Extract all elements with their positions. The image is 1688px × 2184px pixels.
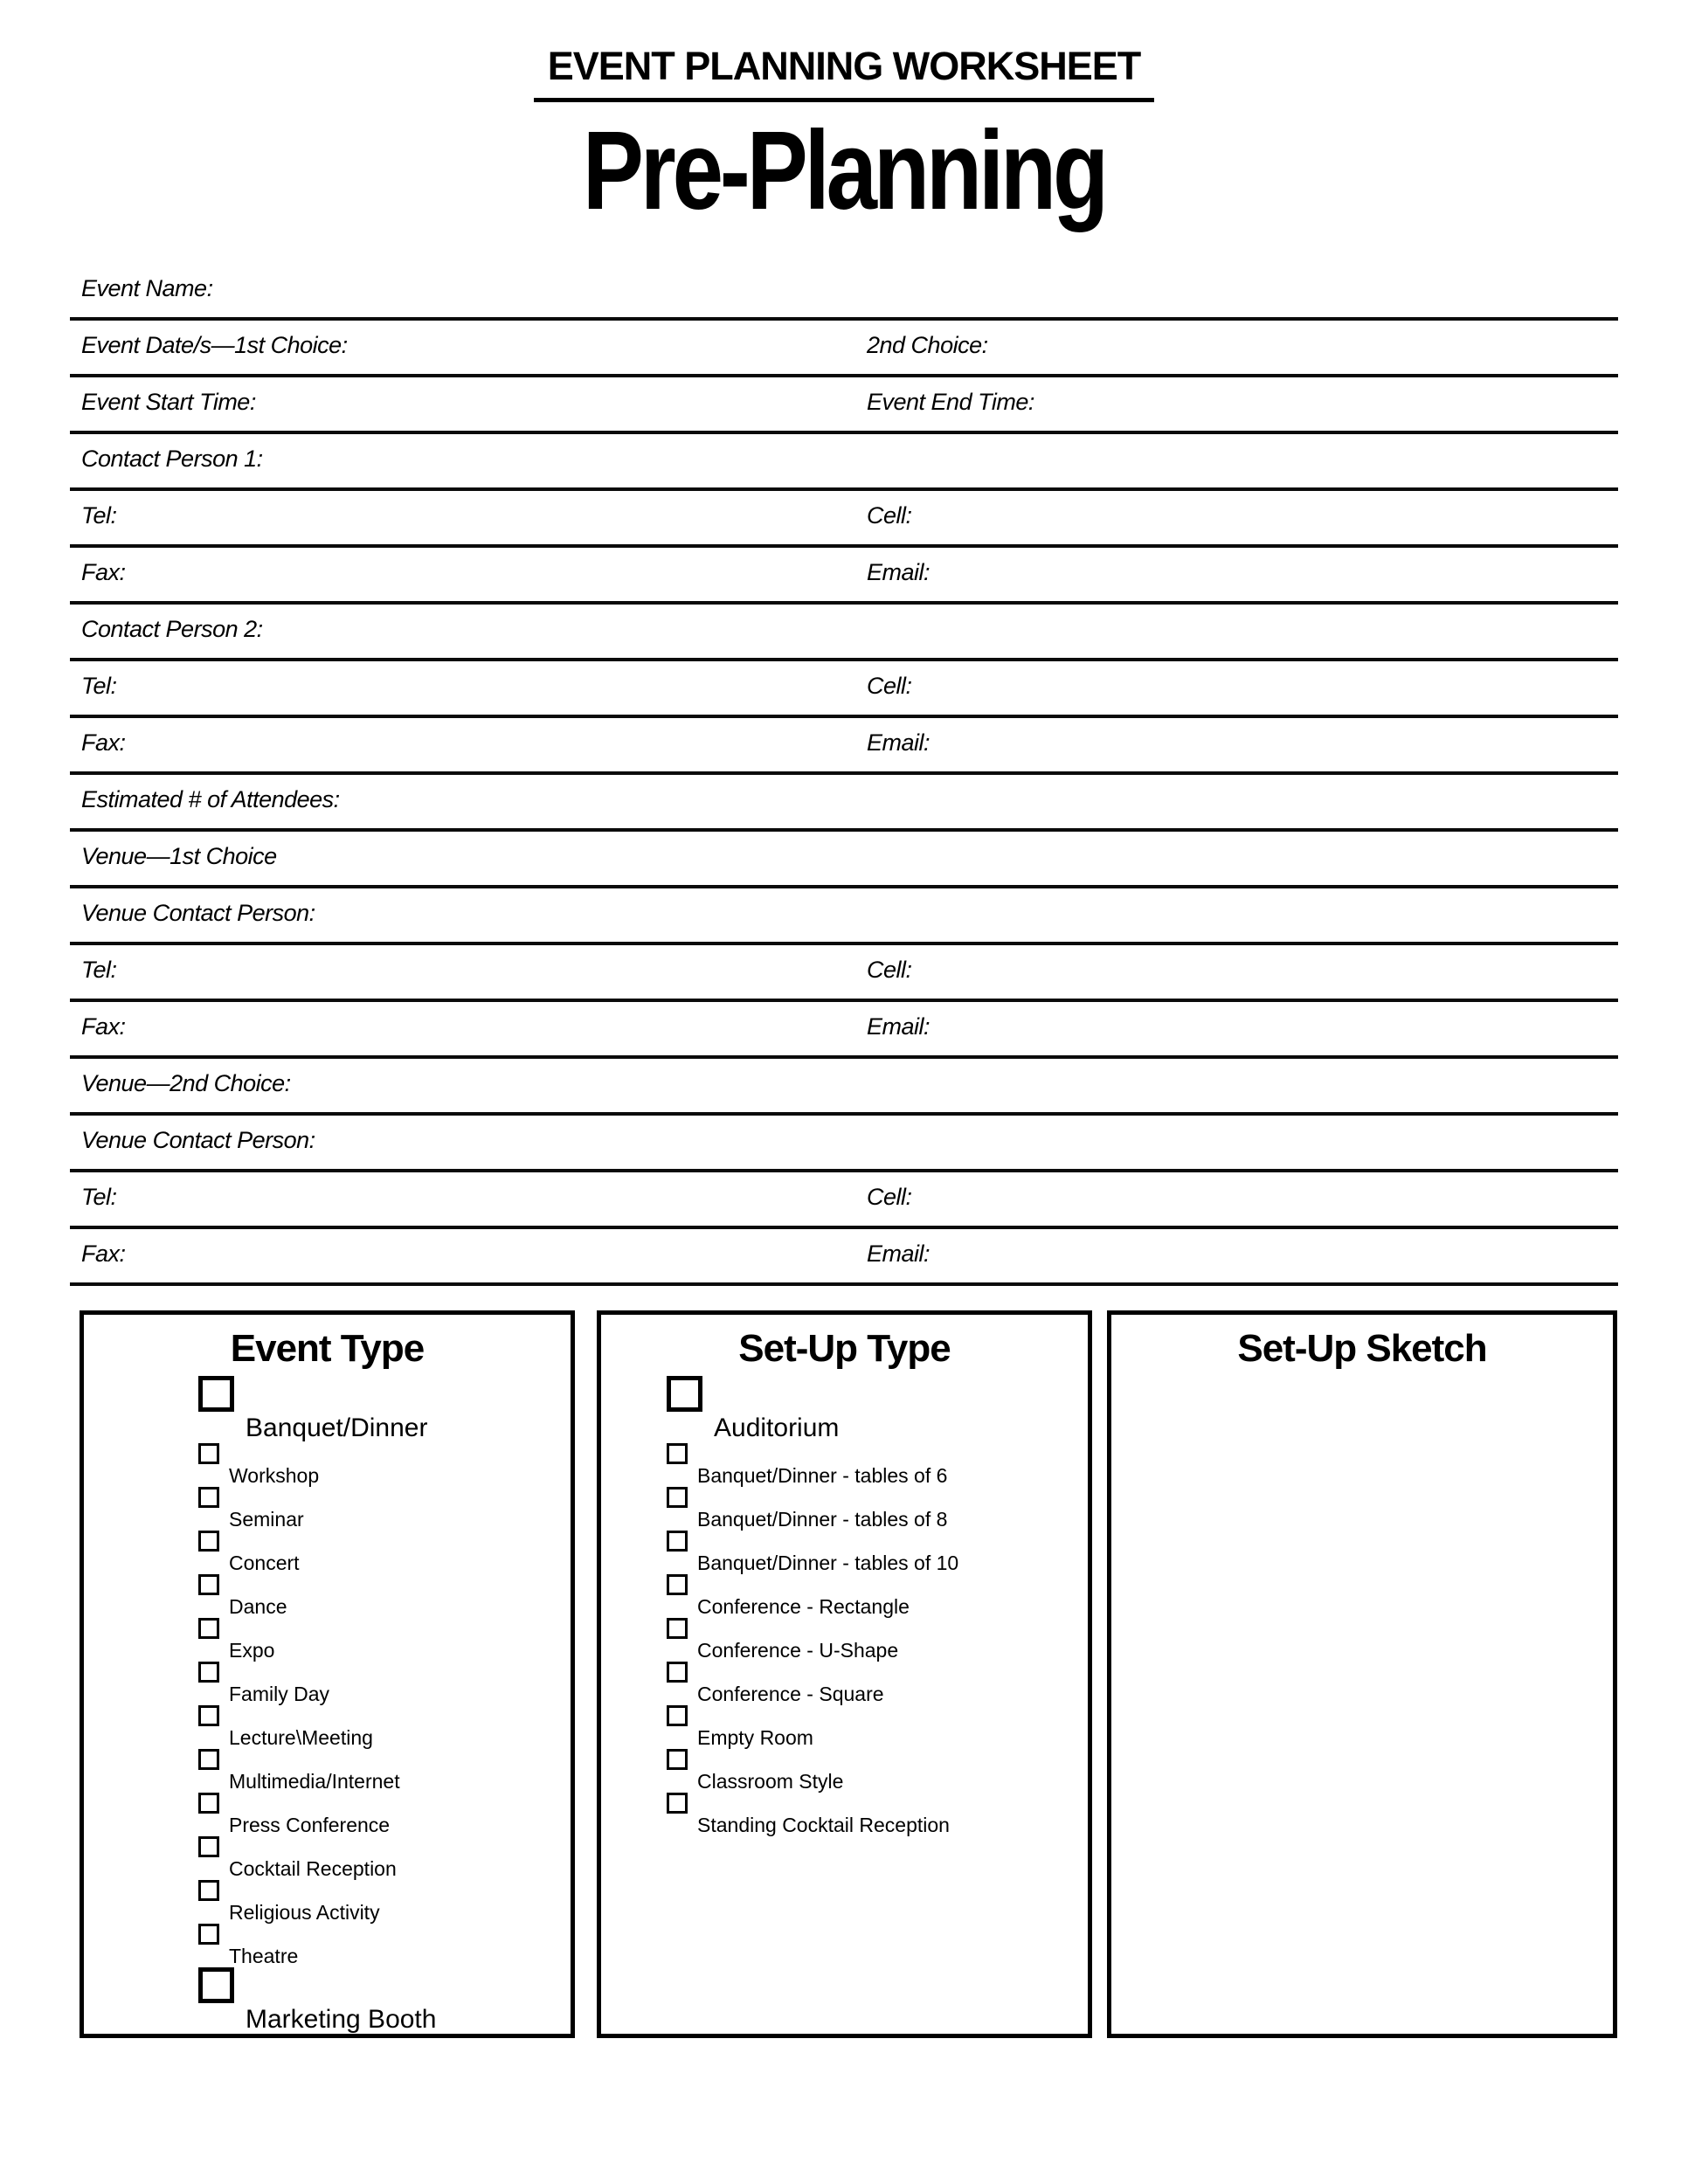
checkbox-item bbox=[198, 1443, 571, 1487]
checkbox-item bbox=[198, 1531, 571, 1574]
checkbox[interactable] bbox=[198, 1662, 219, 1683]
checkbox[interactable] bbox=[667, 1531, 688, 1552]
checkbox-label: Lecture\Meeting bbox=[229, 1726, 373, 1749]
field-label-left: Venue Contact Person: bbox=[81, 1127, 315, 1153]
setup-type-list bbox=[601, 1376, 1088, 1840]
event-type-title: Event Type bbox=[230, 1327, 425, 1370]
setup-type-title: Set-Up Type bbox=[738, 1327, 951, 1370]
pre-planning-form bbox=[70, 264, 1618, 1286]
checkbox[interactable] bbox=[198, 1443, 219, 1464]
checkbox-item bbox=[667, 1749, 1088, 1793]
checkbox[interactable] bbox=[667, 1749, 688, 1770]
field-label-left: Venue—2nd Choice: bbox=[81, 1070, 291, 1096]
field-label-left: Contact Person 2: bbox=[81, 616, 263, 642]
form-row[interactable] bbox=[70, 264, 1618, 321]
field-label-right: 2nd Choice: bbox=[867, 332, 988, 358]
checkbox-item bbox=[667, 1618, 1088, 1662]
checkbox-label: Seminar bbox=[229, 1508, 304, 1531]
checkbox-item bbox=[198, 1662, 571, 1705]
checkbox[interactable] bbox=[198, 1967, 234, 2003]
event-type-panel bbox=[80, 1310, 575, 2038]
checkbox-label: Empty Room bbox=[697, 1726, 813, 1749]
form-row[interactable] bbox=[70, 945, 1618, 1002]
form-row[interactable] bbox=[70, 321, 1618, 377]
form-row[interactable] bbox=[70, 888, 1618, 945]
field-label-right: Cell: bbox=[867, 673, 912, 699]
checkbox[interactable] bbox=[667, 1705, 688, 1726]
checkbox-label: Family Day bbox=[229, 1683, 330, 1705]
checkbox-item bbox=[198, 1880, 571, 1924]
field-label-right: Email: bbox=[867, 1241, 930, 1267]
event-type-list bbox=[84, 1376, 571, 2038]
checkbox[interactable] bbox=[667, 1793, 688, 1814]
checkbox-label: Banquet/Dinner bbox=[246, 1413, 428, 1442]
checkbox[interactable] bbox=[198, 1705, 219, 1726]
worksheet-header bbox=[0, 44, 1688, 102]
checkbox-item bbox=[198, 1487, 571, 1531]
checkbox[interactable] bbox=[198, 1531, 219, 1552]
checkbox-label: Religious Activity bbox=[229, 1901, 380, 1924]
field-label-left: Contact Person 1: bbox=[81, 446, 263, 472]
checkbox-item bbox=[198, 1836, 571, 1880]
form-row[interactable] bbox=[70, 434, 1618, 491]
field-label-left: Estimated # of Attendees: bbox=[81, 786, 340, 812]
checkbox-label: Multimedia/Internet bbox=[229, 1770, 400, 1793]
field-label-left: Tel: bbox=[81, 957, 117, 983]
checkbox-label: Expo bbox=[229, 1639, 275, 1662]
checkbox[interactable] bbox=[198, 1749, 219, 1770]
checkbox-label: Theatre bbox=[229, 1945, 299, 1967]
checkbox-label: Conference - U-Shape bbox=[697, 1639, 899, 1662]
checkbox-item bbox=[198, 1924, 571, 1967]
checkbox-label: Classroom Style bbox=[697, 1770, 844, 1793]
checkbox[interactable] bbox=[667, 1376, 702, 1412]
field-label-left: Fax: bbox=[81, 729, 126, 756]
checkbox-label: Banquet/Dinner - tables of 8 bbox=[697, 1508, 948, 1531]
field-label-left: Fax: bbox=[81, 559, 126, 585]
checkbox-label: Conference - Square bbox=[697, 1683, 884, 1705]
field-label-left: Event Date/s—1st Choice: bbox=[81, 332, 348, 358]
checkbox-item bbox=[198, 1574, 571, 1618]
checkbox[interactable] bbox=[667, 1487, 688, 1508]
setup-type-panel bbox=[597, 1310, 1092, 2038]
checkbox-item bbox=[667, 1793, 1088, 1836]
checkbox[interactable] bbox=[198, 1880, 219, 1901]
form-row[interactable] bbox=[70, 1059, 1618, 1116]
checkbox-label: Dance bbox=[229, 1595, 287, 1618]
field-label-right: Email: bbox=[867, 1013, 930, 1040]
field-label-left: Venue Contact Person: bbox=[81, 900, 315, 926]
checkbox-label: Standing Cocktail Reception bbox=[697, 1814, 950, 1836]
checkbox-item bbox=[667, 1443, 1088, 1487]
form-row[interactable] bbox=[70, 548, 1618, 605]
checkbox-label: Conference - Rectangle bbox=[697, 1595, 910, 1618]
field-label-right: Cell: bbox=[867, 957, 912, 983]
checkbox[interactable] bbox=[198, 1574, 219, 1595]
checkbox-item bbox=[198, 1376, 571, 1443]
form-row[interactable] bbox=[70, 605, 1618, 661]
worksheet-header-text: EVENT PLANNING WORKSHEET bbox=[534, 44, 1155, 102]
field-label-left: Fax: bbox=[81, 1013, 126, 1040]
checkbox[interactable] bbox=[667, 1662, 688, 1683]
form-row[interactable] bbox=[70, 832, 1618, 888]
checkbox-item bbox=[198, 1705, 571, 1749]
bottom-panels bbox=[80, 1310, 1617, 2038]
checkbox[interactable] bbox=[198, 1836, 219, 1857]
checkbox-item bbox=[667, 1705, 1088, 1749]
checkbox-label: Workshop bbox=[229, 1464, 320, 1487]
checkbox-item bbox=[667, 1574, 1088, 1618]
form-row[interactable] bbox=[70, 718, 1618, 775]
checkbox[interactable] bbox=[198, 1793, 219, 1814]
checkbox-label: Auditorium bbox=[714, 1413, 840, 1442]
field-label-left: Event Start Time: bbox=[81, 389, 256, 415]
checkbox-item bbox=[667, 1531, 1088, 1574]
field-label-right: Email: bbox=[867, 729, 930, 756]
field-label-right: Cell: bbox=[867, 502, 912, 529]
field-label-left: Fax: bbox=[81, 1241, 126, 1267]
checkbox[interactable] bbox=[667, 1574, 688, 1595]
checkbox-item bbox=[198, 1618, 571, 1662]
setup-sketch-panel[interactable] bbox=[1107, 1310, 1617, 2038]
setup-sketch-title: Set-Up Sketch bbox=[1237, 1327, 1487, 1370]
field-label-right: Cell: bbox=[867, 1184, 912, 1210]
form-row[interactable] bbox=[70, 1002, 1618, 1059]
form-row[interactable] bbox=[70, 775, 1618, 832]
checkbox-label: Banquet/Dinner - tables of 6 bbox=[697, 1464, 948, 1487]
form-row[interactable] bbox=[70, 1229, 1618, 1286]
checkbox[interactable] bbox=[198, 1618, 219, 1639]
form-row[interactable] bbox=[70, 377, 1618, 434]
page-title: Pre-Planning bbox=[582, 108, 1106, 233]
checkbox[interactable] bbox=[198, 1487, 219, 1508]
checkbox-label: Concert bbox=[229, 1552, 300, 1574]
checkbox-item bbox=[667, 1487, 1088, 1531]
form-row[interactable] bbox=[70, 1116, 1618, 1172]
checkbox-item bbox=[198, 1749, 571, 1793]
checkbox-label: Cocktail Reception bbox=[229, 1857, 397, 1880]
checkbox[interactable] bbox=[198, 1924, 219, 1945]
checkbox[interactable] bbox=[198, 1376, 234, 1412]
field-label-right: Event End Time: bbox=[867, 389, 1034, 415]
checkbox[interactable] bbox=[667, 1443, 688, 1464]
checkbox-item bbox=[667, 1376, 1088, 1443]
checkbox-label: Press Conference bbox=[229, 1814, 391, 1836]
field-label-right: Email: bbox=[867, 559, 930, 585]
checkbox[interactable] bbox=[667, 1618, 688, 1639]
checkbox-item bbox=[198, 1967, 571, 2035]
field-label-left: Venue—1st Choice bbox=[81, 843, 277, 869]
field-label-left: Event Name: bbox=[81, 275, 213, 301]
checkbox-label: Banquet/Dinner - tables of 10 bbox=[697, 1552, 959, 1574]
field-label-left: Tel: bbox=[81, 502, 117, 529]
checkbox-item bbox=[198, 1793, 571, 1836]
field-label-left: Tel: bbox=[81, 1184, 117, 1210]
form-row[interactable] bbox=[70, 1172, 1618, 1229]
checkbox-item bbox=[667, 1662, 1088, 1705]
field-label-left: Tel: bbox=[81, 673, 117, 699]
checkbox-label: Marketing Booth bbox=[246, 2005, 437, 2034]
form-row[interactable] bbox=[70, 661, 1618, 718]
form-row[interactable] bbox=[70, 491, 1618, 548]
